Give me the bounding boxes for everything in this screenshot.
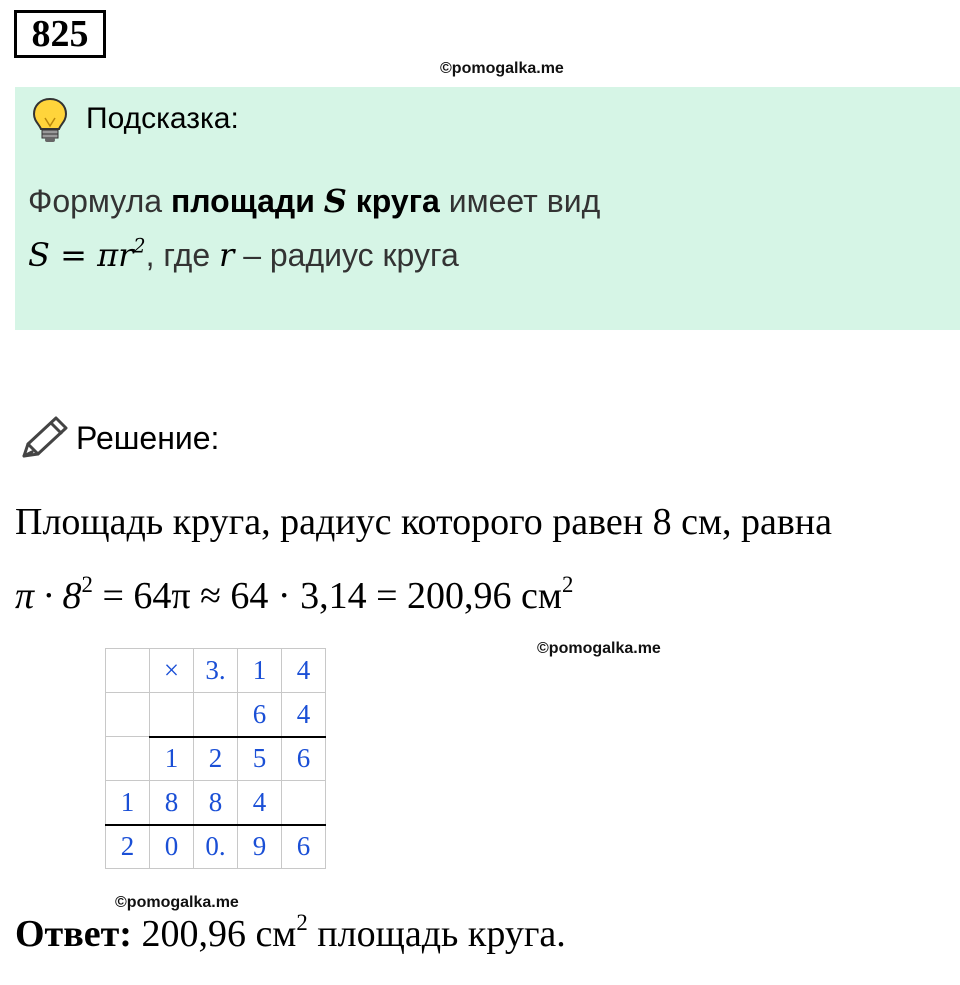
grid-cell: 4: [238, 781, 282, 825]
grid-cell: [282, 781, 326, 825]
grid-cell: 0: [150, 825, 194, 869]
hint-title: Подсказка:: [86, 102, 239, 135]
grid-cell: 8: [150, 781, 194, 825]
lightbulb-icon: [30, 96, 70, 144]
grid-cell: 8: [194, 781, 238, 825]
task-number: 825: [14, 10, 106, 58]
grid-cell: [194, 693, 238, 737]
grid-cell: 1: [106, 781, 150, 825]
grid-cell: 5: [238, 737, 282, 781]
grid-cell: 6: [282, 825, 326, 869]
hint-line-2: $S = \pi r^2$, где r – радиус круга: [28, 234, 459, 274]
grid-cell: 4: [282, 693, 326, 737]
answer: Ответ: 200,96 $см^2$ площадь круга.: [15, 910, 566, 955]
grid-cell: 4: [282, 649, 326, 693]
grid-cell: 6: [282, 737, 326, 781]
solution-title: Решение:: [76, 420, 220, 456]
solution-line-1: Площадь круга, радиус которого равен 8 см, равна: [15, 501, 832, 543]
grid-cell: 0.: [194, 825, 238, 869]
grid-row: [106, 825, 326, 869]
grid-cell: 2: [194, 737, 238, 781]
solution-line-2: $\pi \cdot 8^2 = 64\pi \approx 64 \cdot 3,14 = 200,96$ $см^2$: [15, 572, 574, 617]
grid-cell: [150, 693, 194, 737]
grid-row: [106, 693, 326, 737]
grid-cell: 1: [238, 649, 282, 693]
grid-row: [106, 649, 326, 693]
grid-cell: [106, 737, 150, 781]
watermark: ©pomogalka.me: [440, 60, 564, 77]
hint-line-1: Формула площади S круга имеет вид: [28, 182, 601, 220]
grid-cell: 9: [238, 825, 282, 869]
watermark: ©pomogalka.me: [537, 640, 661, 657]
grid-cell: ×: [150, 649, 194, 693]
grid-cell: [106, 649, 150, 693]
grid-row: [106, 781, 326, 825]
grid-cell: 6: [238, 693, 282, 737]
grid-cell: 1: [150, 737, 194, 781]
multiplication-grid: [105, 648, 326, 869]
pencil-icon: [16, 414, 70, 464]
watermark: ©pomogalka.me: [115, 894, 239, 911]
answer-label: Ответ:: [15, 913, 132, 955]
grid-cell: 3.: [194, 649, 238, 693]
grid-cell: [106, 693, 150, 737]
grid-row: [106, 737, 326, 781]
grid-cell: 2: [106, 825, 150, 869]
